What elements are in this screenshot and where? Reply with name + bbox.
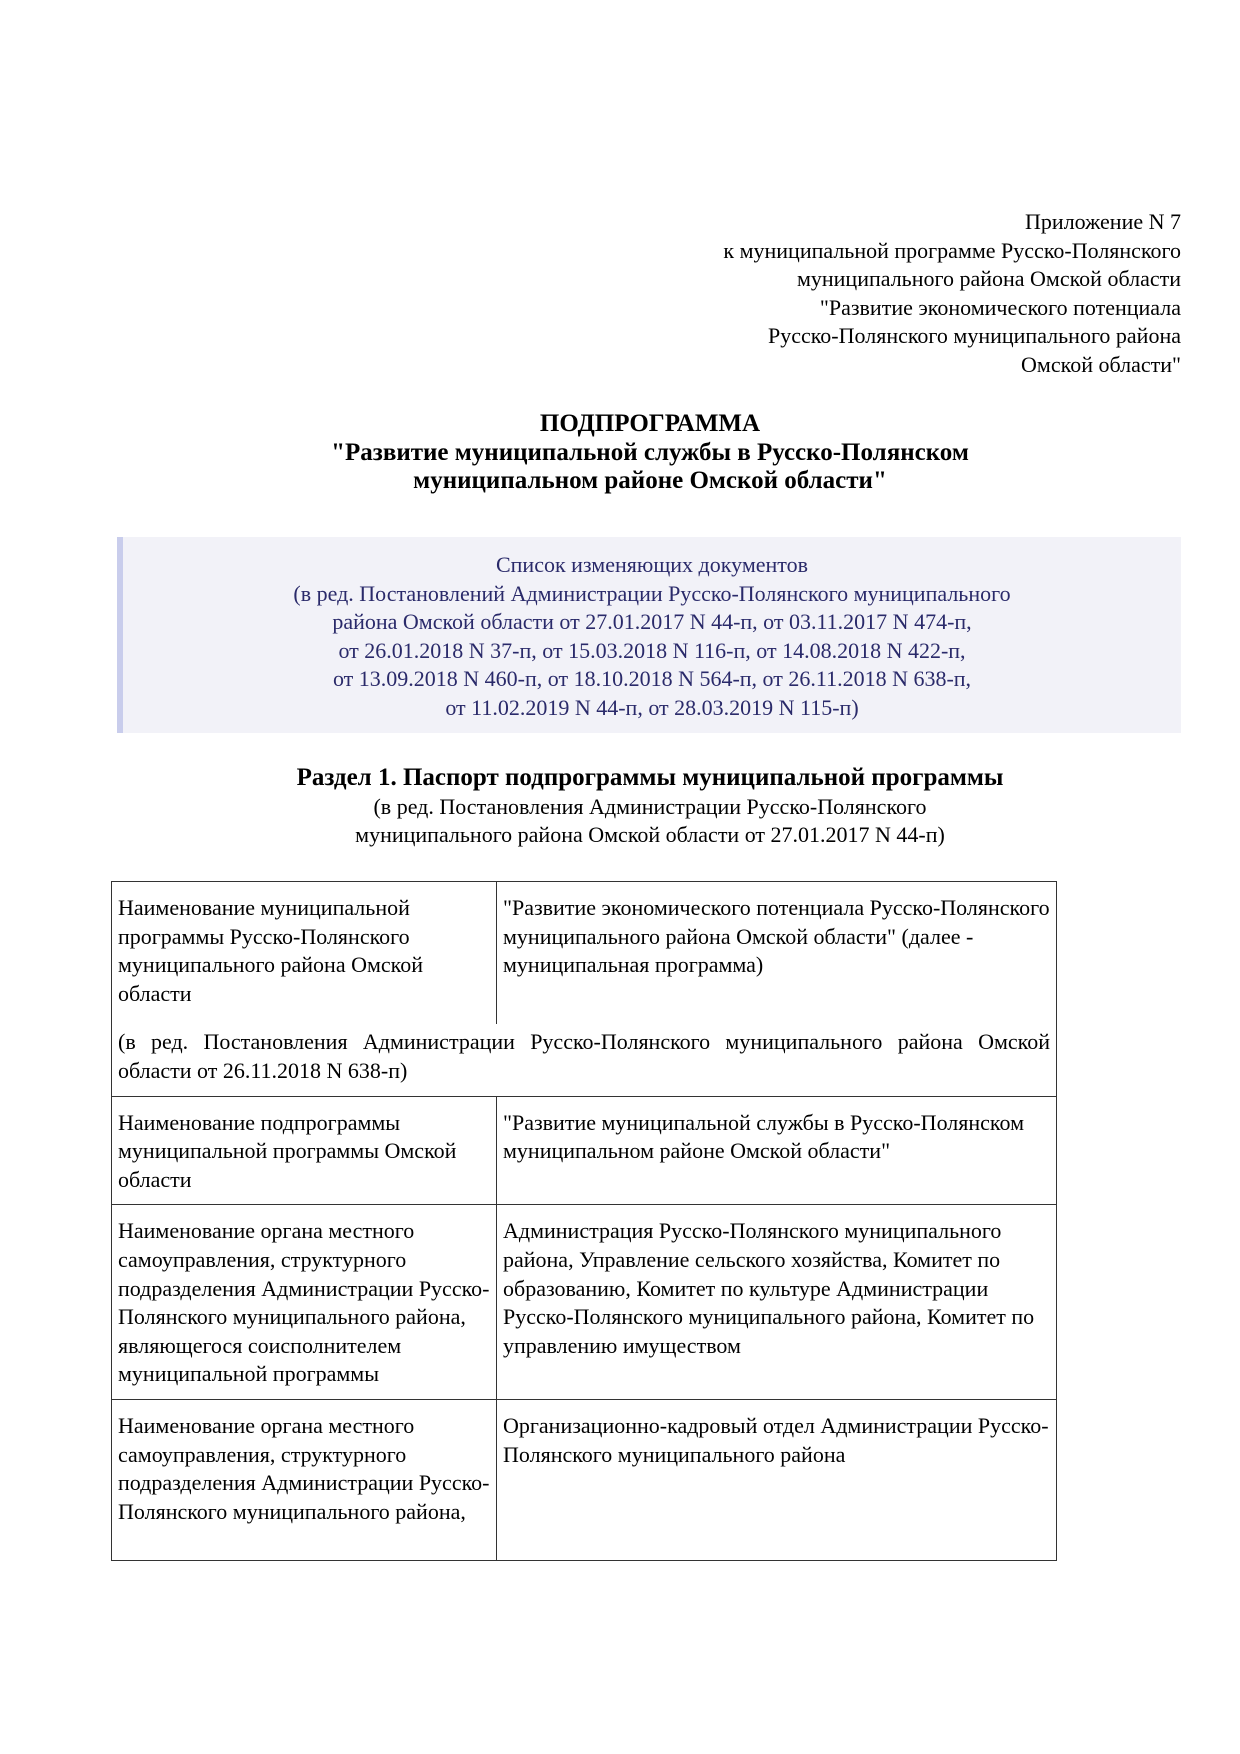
row-value: Администрация Русско-Полянского муниципального района, Управление сельского хозяйства, Комитет по образованию, Комитет по культуре Администрации Русско-Полянского муниципального района, Комитет по управлению имуществом [497,1205,1057,1400]
row-label: Наименование муниципальной программы Русско-Полянского муниципального района Омской области [112,882,497,1025]
passport-table [111,881,1057,1561]
section-note-line: (в ред. Постановления Администрации Русско-Полянского [373,793,927,819]
table-row [112,1399,1057,1560]
appendix-line: "Развитие экономического потенциала [819,294,1181,320]
section-header [0,764,1240,850]
amendments-line: Список изменяющих документов [495,552,808,577]
title-line: ПОДПРОГРАММА [539,410,761,437]
amendments-line: от 26.01.2018 N 37-п, от 15.03.2018 N 116-п, от 14.08.2018 N 422-п, [338,637,966,663]
appendix-line: Приложение N 7 [1025,209,1181,234]
amendments-line: района Омской области от 27.01.2017 N 44-п, от 03.11.2017 N 474-п, [332,609,972,634]
section-note-line: муниципального района Омской области от 27.01.2017 N 44-п) [355,822,945,847]
row-value: Организационно-кадровый отдел Администрации Русско-Полянского муниципального района [497,1399,1057,1560]
appendix-line: к муниципальной программе Русско-Полянского [723,237,1181,263]
row-note: (в ред. Постановления Администрации Русско-Полянского муниципального района Омской области от 26.11.2018 N 638-п) [112,1024,1057,1096]
document-title [0,410,1240,496]
row-label: Наименование органа местного самоуправления, структурного подразделения Администрации Русско-Полянского муниципального района, являющегося соисполнителем муниципальной программы [112,1205,497,1400]
row-value: "Развитие муниципальной службы в Русско-Полянском муниципальном районе Омской области" [497,1096,1057,1205]
appendix-line: муниципального района Омской области [796,266,1181,292]
amendments-box [117,537,1181,733]
appendix-header [723,208,1181,380]
row-label: Наименование подпрограммы муниципальной программы Омской области [112,1096,497,1205]
amendments-line: от 13.09.2018 N 460-п, от 18.10.2018 N 564-п, от 26.11.2018 N 638-п, [332,666,972,691]
section-heading: Раздел 1. Паспорт подпрограммы муниципальной программы [296,764,1004,791]
amendments-line: (в ред. Постановлений Администрации Русско-Полянского муниципального [293,580,1011,606]
amendments-line: от 11.02.2019 N 44-п, от 28.03.2019 N 115-п) [445,694,859,720]
row-value: "Развитие экономического потенциала Русско-Полянского муниципального района Омской области" (далее - муниципальная программа) [497,882,1057,1025]
table-row [112,1205,1057,1400]
table-row [112,1024,1057,1096]
title-line: муниципальном районе Омской области" [413,467,887,494]
appendix-line: Омской области" [1021,351,1181,377]
row-label: Наименование органа местного самоуправления, структурного подразделения Администрации Русско-Полянского муниципального района, [112,1399,497,1560]
title-line: "Развитие муниципальной службы в Русско-Полянском [331,438,969,466]
table-row [112,882,1057,1025]
appendix-line: Русско-Полянского муниципального района [767,323,1181,349]
table-row [112,1096,1057,1205]
